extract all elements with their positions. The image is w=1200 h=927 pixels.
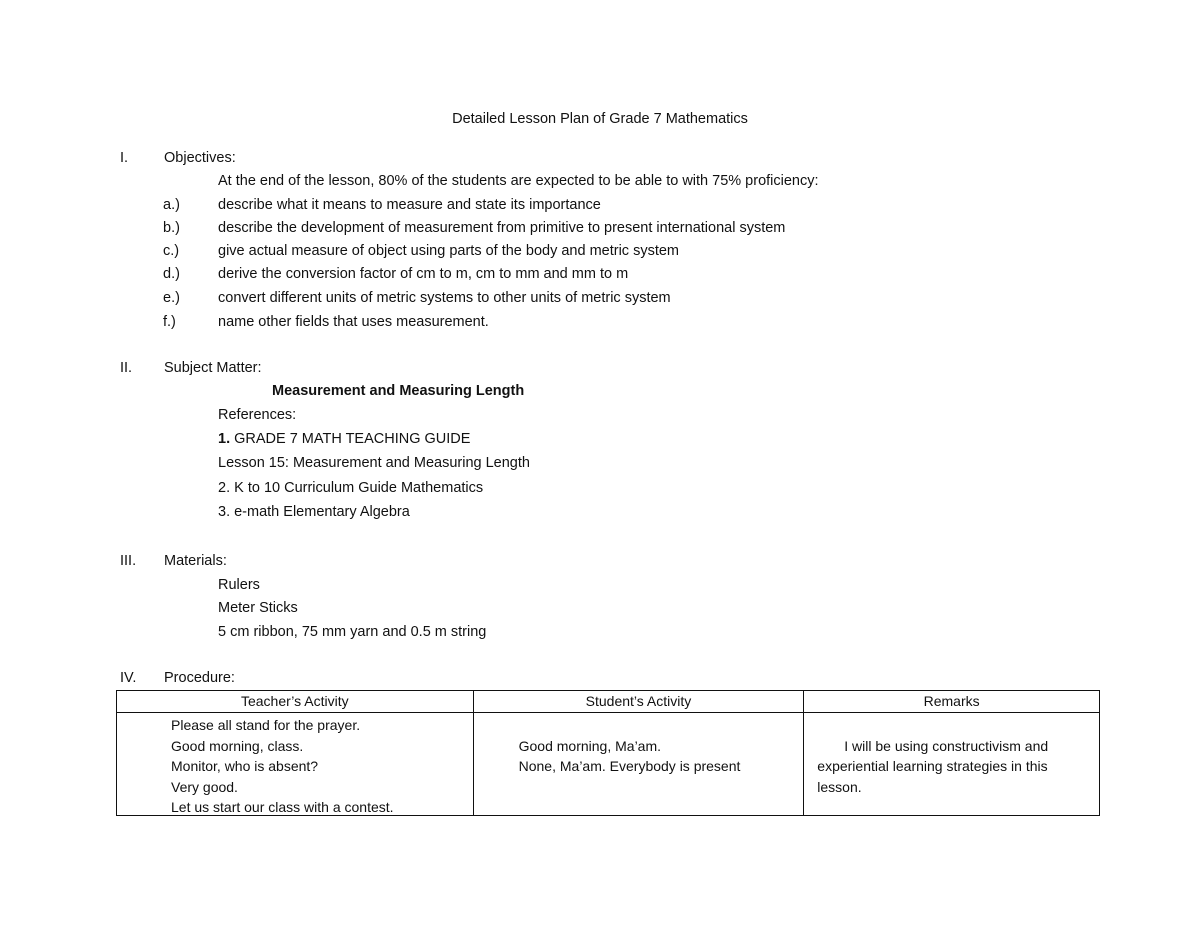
objective-text: give actual measure of object using parts of the body and metric system <box>218 243 680 259</box>
reference-3: 3. e-math Elementary Algebra <box>218 504 410 520</box>
teacher-activity-cell <box>117 713 474 816</box>
objective-letter: f.) <box>163 314 176 330</box>
reference-2: 2. K to 10 Curriculum Guide Mathematics <box>218 480 484 496</box>
section-numeral: II. <box>120 360 133 376</box>
objective-text: describe what it means to measure and state its importance <box>218 197 601 213</box>
objectives-intro: At the end of the lesson, 80% of the students are expected to be able to with 75% proficiency: <box>218 173 819 189</box>
objective-text: name other fields that uses measurement. <box>218 314 489 330</box>
teacher-line: Please all stand for the prayer. <box>171 717 361 733</box>
column-header-teacher: Teacher’s Activity <box>117 691 474 713</box>
remarks-line: experiential learning strategies in this <box>817 758 1048 774</box>
objective-letter: d.) <box>163 266 180 282</box>
student-line: None, Ma’am. Everybody is present <box>518 758 741 774</box>
subject-topic: Measurement and Measuring Length <box>272 383 525 399</box>
reference-1-number: 1. <box>218 431 231 447</box>
section-heading: Procedure: <box>164 670 235 686</box>
reference-1-text: GRADE 7 MATH TEACHING GUIDE <box>230 431 471 447</box>
section-heading: Materials: <box>164 553 227 569</box>
table-row <box>117 713 1100 816</box>
objective-letter: e.) <box>163 290 180 306</box>
table-header-row <box>117 691 1100 713</box>
material-item: Meter Sticks <box>218 600 298 616</box>
column-header-remarks: Remarks <box>804 691 1100 713</box>
references-label: References: <box>218 407 297 423</box>
objective-letter: b.) <box>163 220 180 236</box>
section-numeral: III. <box>120 553 137 569</box>
teacher-line: Good morning, class. <box>171 737 304 754</box>
student-line: Good morning, Ma’am. <box>518 737 662 754</box>
section-numeral: I. <box>120 150 129 166</box>
teacher-line: Let us start our class with a contest. <box>171 799 394 815</box>
document-title: Detailed Lesson Plan of Grade 7 Mathematics <box>452 111 748 127</box>
reference-1-lesson: Lesson 15: Measurement and Measuring Length <box>218 455 530 471</box>
section-heading: Objectives: <box>164 150 236 166</box>
column-header-student: Student’s Activity <box>473 691 804 713</box>
objective-text: derive the conversion factor of cm to m, cm to mm and mm to m <box>218 266 629 282</box>
objective-text: describe the development of measurement from primitive to present international system <box>218 220 786 236</box>
reference-1 <box>218 431 470 447</box>
section-numeral: IV. <box>120 670 137 686</box>
objective-letter: a.) <box>163 197 180 213</box>
remarks-cell <box>804 713 1100 816</box>
remarks-line: I will be using constructivism and <box>844 737 1049 754</box>
objective-letter: c.) <box>163 243 180 259</box>
objective-text: convert different units of metric systems to other units of metric system <box>218 290 671 306</box>
student-activity-cell <box>473 713 804 816</box>
teacher-line: Monitor, who is absent? <box>171 758 319 774</box>
section-heading: Subject Matter: <box>164 360 262 376</box>
teacher-line: Very good. <box>171 778 238 795</box>
material-item: Rulers <box>218 577 260 593</box>
material-item: 5 cm ribbon, 75 mm yarn and 0.5 m string <box>218 624 487 640</box>
remarks-line: lesson. <box>817 778 862 795</box>
procedure-table <box>116 690 1100 816</box>
